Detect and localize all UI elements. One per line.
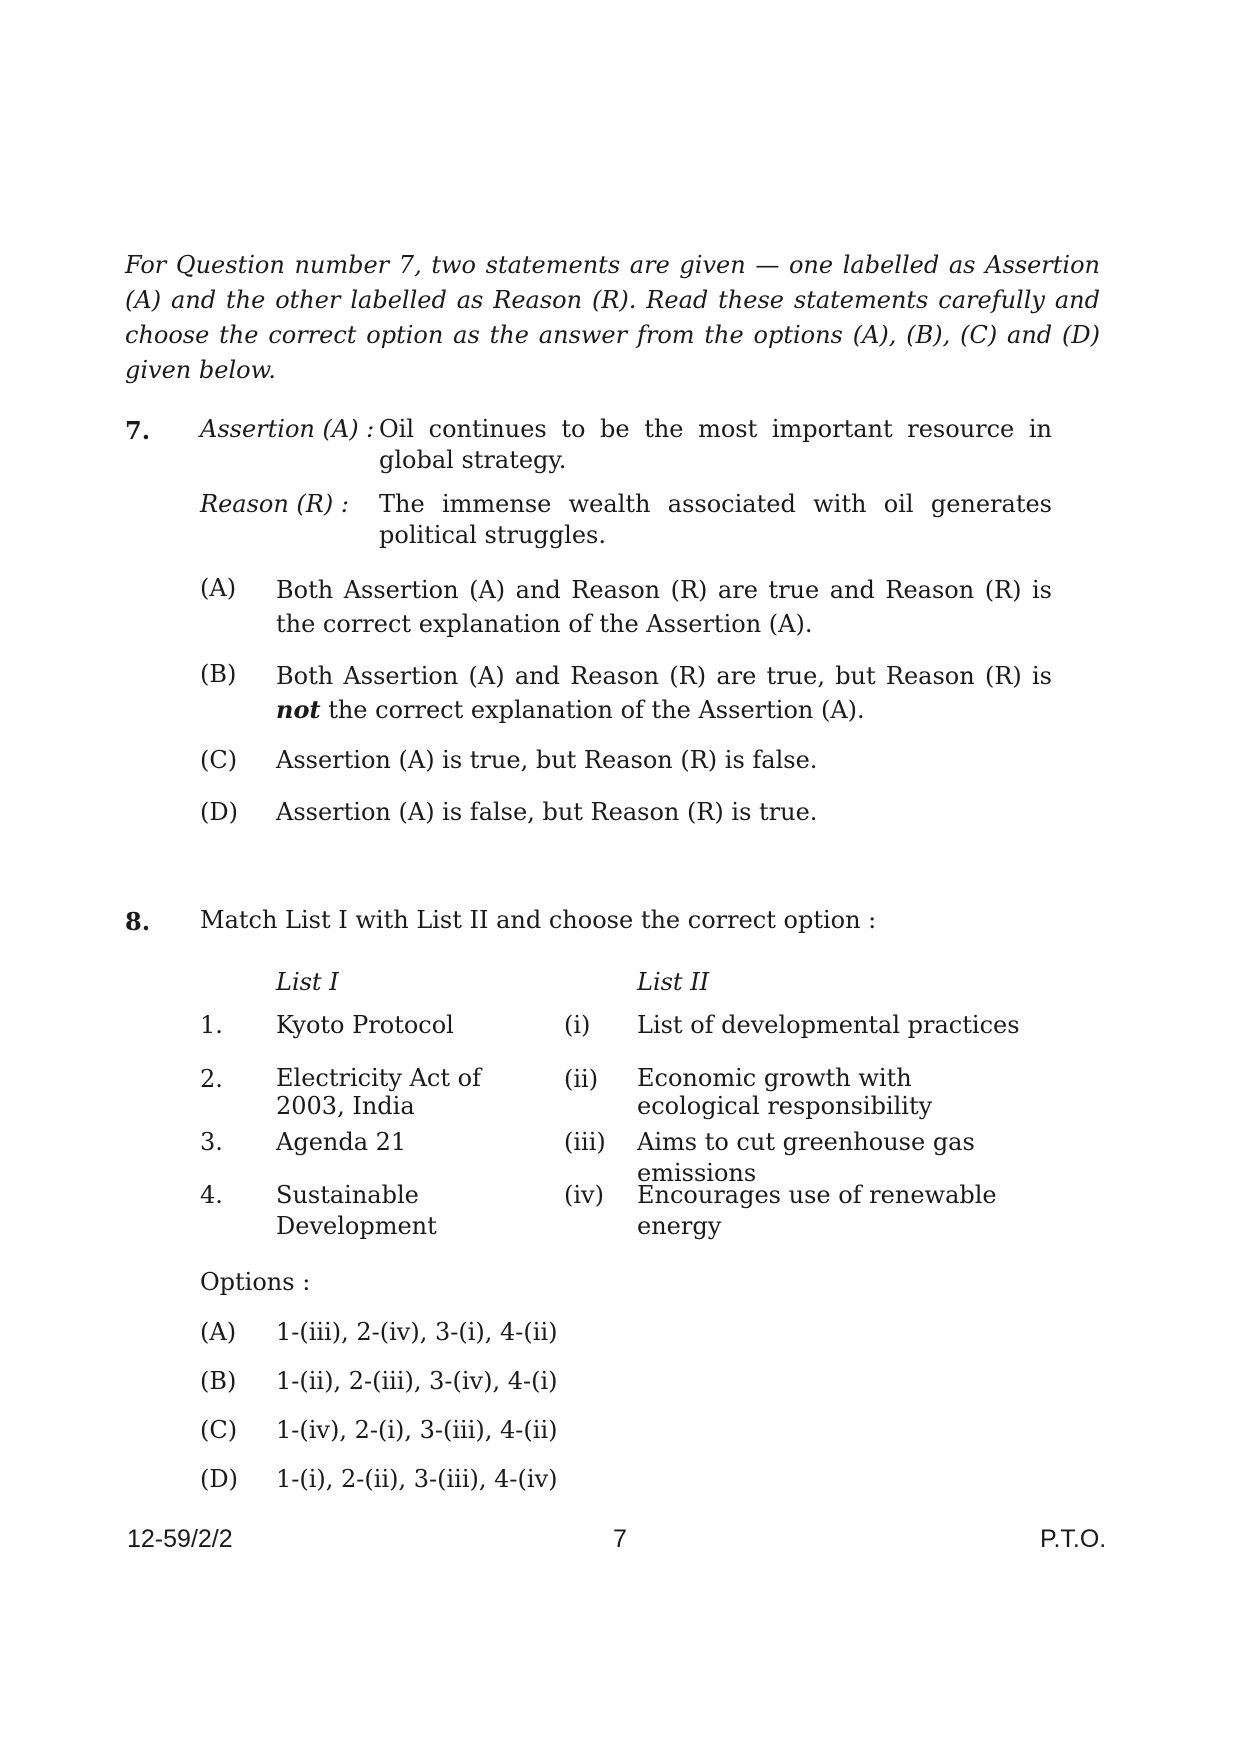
q7-option-d-text: Assertion (A) is false, but Reason (R) is true. <box>276 798 818 826</box>
q7-option-d-label: (D) <box>200 798 238 826</box>
q8-option-b-text: 1-(ii), 2-(iii), 3-(iv), 4-(i) <box>276 1367 558 1395</box>
list-1-number: 1. <box>200 1011 223 1039</box>
assertion-label: Assertion (A) : <box>200 415 375 443</box>
q8-option-c-text: 1-(iv), 2-(i), 3-(iii), 4-(ii) <box>276 1416 558 1444</box>
instructions-paragraph: For Question number 7, two statements are given — one labelled as Assertion (A) and the other labelled as Reason (R). Read these statements carefully and choose the correct option as the answer from the options (A), (B), (C) and (D) given below. <box>125 251 1100 384</box>
list-2-numeral: (iii) <box>564 1128 606 1156</box>
q8-option-d-text: 1-(i), 2-(ii), 3-(iii), 4-(iv) <box>276 1465 558 1493</box>
list-2-numeral: (i) <box>564 1011 591 1039</box>
options-heading: Options : <box>200 1268 311 1296</box>
q8-option-c-label: (C) <box>200 1416 238 1444</box>
list-1-item: Electricity Act of 2003, India <box>276 1064 481 1120</box>
assertion-text: Oil continues to be the most important resource in global strategy. <box>379 415 1052 474</box>
q7-option-a-label: (A) <box>200 574 237 602</box>
list-1-number: 3. <box>200 1128 223 1156</box>
list-2-item: Aims to cut greenhouse gas emissions <box>637 1128 975 1187</box>
pto-label: P.T.O. <box>1040 1525 1107 1553</box>
list-1-header: List I <box>276 968 339 996</box>
question-7-number: 7. <box>125 416 151 445</box>
list-1-number: 2. <box>200 1065 223 1093</box>
list-1-item: Kyoto Protocol <box>276 1011 454 1039</box>
reason-text: The immense wealth associated with oil generates political struggles. <box>379 490 1052 549</box>
list-2-numeral: (ii) <box>564 1065 599 1093</box>
q7-option-b-text <box>276 659 1052 727</box>
list-2-numeral: (iv) <box>564 1181 604 1209</box>
question-8-number: 8. <box>125 907 151 936</box>
list-2-item: List of developmental practices <box>637 1011 1020 1039</box>
paper-code: 12-59/2/2 <box>127 1525 233 1553</box>
q8-option-a-text: 1-(iii), 2-(iv), 3-(i), 4-(ii) <box>276 1318 558 1346</box>
list-2-item: Encourages use of renewable energy <box>637 1181 997 1240</box>
not-emphasis: not <box>276 695 321 724</box>
q7-option-c-label: (C) <box>200 746 238 774</box>
q8-option-d-label: (D) <box>200 1465 238 1493</box>
q8-option-b-label: (B) <box>200 1367 237 1395</box>
list-2-item: Economic growth with ecological responsibility <box>637 1064 933 1120</box>
q7-option-b-label: (B) <box>200 660 237 688</box>
q7-option-a-text: Both Assertion (A) and Reason (R) are true and Reason (R) is the correct explanation of the Assertion (A). <box>276 576 1052 638</box>
list-2-header: List II <box>637 968 710 996</box>
list-1-number: 4. <box>200 1181 223 1209</box>
page-number: 7 <box>613 1525 627 1553</box>
q7-option-b-text-part2: the correct explanation of the Assertion (A). <box>328 696 865 724</box>
reason-label: Reason (R) : <box>200 490 349 518</box>
q8-prompt: Match List I with List II and choose the correct option : <box>200 906 877 934</box>
q8-option-a-label: (A) <box>200 1318 237 1346</box>
q7-option-b-text-part1: Both Assertion (A) and Reason (R) are true, but Reason (R) is <box>276 662 1052 690</box>
list-1-item: Agenda 21 <box>276 1128 407 1156</box>
q7-option-c-text: Assertion (A) is true, but Reason (R) is false. <box>276 746 818 774</box>
list-1-item: Sustainable Development <box>276 1181 437 1240</box>
